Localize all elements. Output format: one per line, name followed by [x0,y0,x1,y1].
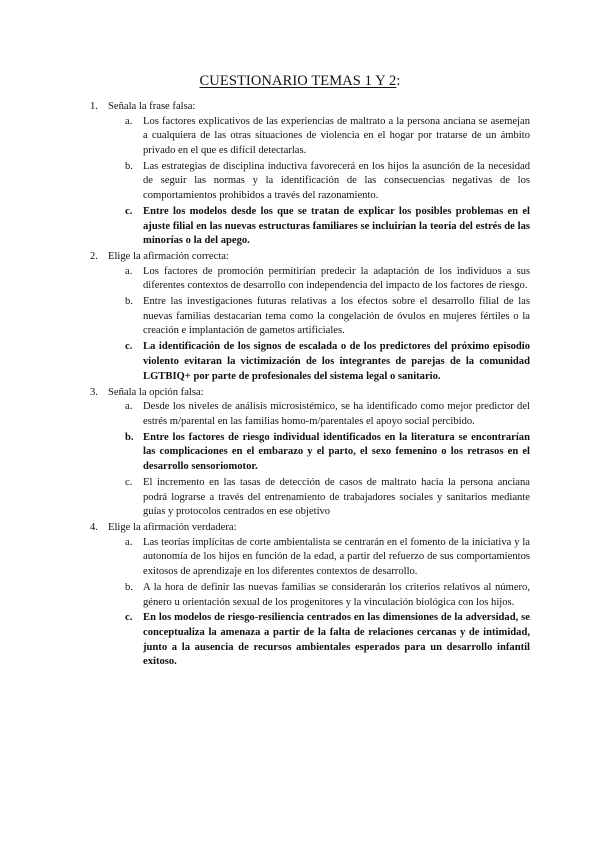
option-text: Los factores de promoción permitirían predecir la adaptación de los individuos a sus diferentes contextos de desarrollo con independencia del impacto de los factores de riesgo. [143,265,530,292]
option-letter: b. [125,431,134,443]
option-text: Las teorías implícitas de corte ambientalista se centrarán en el fomento de la iniciativa y la autonomía de los hijos en función de la edad, a partir del refuerzo de sus comportamientos exitosos de aprendizaje en los diferentes contextos de desarrollo. [143,536,530,577]
option-letter: a. [125,115,133,127]
option-a [108,536,530,580]
option-a [108,115,530,159]
option-text: A la hora de definir las nuevas familias se considerarán los criterios relativos al número, género u orientación sexual de los progenitores y la vinculación biológica con los hijos. [143,581,530,608]
option-a [108,400,530,429]
question-1 [90,100,530,249]
title-text: CUESTIONARIO TEMAS 1 Y 2 [199,73,397,89]
option-letter: a. [125,536,133,548]
option-text: Entre las investigaciones futuras relativas a los efectos sobre el desarrollo filial de las nuevas familias destacarían tema como la congelación de óvulos en mujeres fértiles o la creación e implantación de gametos artificiales. [143,296,530,337]
option-list [108,536,530,670]
option-list [108,400,530,520]
option-text: El incremento en las tasas de detección de casos de maltrato hacia la persona anciana podrá lograrse a través del entrenamiento de trabajadores sociales y sanitarios mediante guías y protocolos centrados en ese objetivo [143,476,530,518]
title-colon: : [396,73,401,89]
question-text: Señala la opción falsa: [108,386,204,398]
option-text: Los factores explicativos de las experiencias de maltrato a la persona anciana se asemejan a cualquiera de las otras situaciones de violencia en el hogar por tratarse de un ámbito privado en el que es difícil detectarlas. [143,115,530,156]
option-text: Entre los modelos desde los que se tratan de explicar los posibles problemas en el ajuste filial en las nuevas estructuras familiares se incluirían la teoría del estrés de las minorías o la del apego. [143,205,530,247]
option-list [108,115,530,249]
option-text: Entre los factores de riesgo individual identificados en la literatura se encontrarían las complicaciones en el embarazo y el parto, el sexo femenino o los retrasos en el desarrollo sensoriomotor. [143,431,530,472]
option-a [108,265,530,294]
option-text: Las estrategias de disciplina inductiva favorecerá en los hijos la asunción de la necesidad de seguir las normas y la identificación de las consecuencias negativas de los comportamientos prohibidos a través del razonamiento. [143,160,530,201]
questionnaire [90,100,530,671]
option-letter: c. [125,205,133,217]
option-letter: c. [125,476,133,488]
option-c [108,340,530,384]
option-text: Desde los niveles de análisis microsistémico, se ha identificado como mejor predictor del estrés m/parental en las familias homo-m/parentales el apoyo social percibido. [143,401,530,427]
option-list [108,265,530,385]
question-text: Elige la afirmación correcta: [108,251,229,263]
question-number: 1. [90,101,98,112]
option-letter: b. [125,581,133,593]
document-title [0,72,600,90]
option-b [108,581,530,610]
option-text: En los modelos de riesgo-resiliencia centrados en las dimensiones de la adversidad, se conceptualiza la amenaza a partir de la falta de relaciones cercanas y de intimidad, junto a la ausencia de recursos ambientales esperados para un desarrollo infantil exitoso. [143,612,530,668]
question-number: 2. [90,251,98,263]
option-letter: a. [125,401,133,413]
option-letter: c. [125,341,133,353]
question-text: Elige la afirmación verdadera: [108,522,237,534]
question-4 [90,521,530,670]
option-letter: c. [125,612,133,624]
question-number: 3. [90,386,98,398]
option-text: La identificación de los signos de escalada o de los predictores del próximo episodio violento evitaran la victimización de los integrantes de parejas de la comunidad LGTBIQ+ por parte de profesionales del sistema legal o sanitario. [143,341,530,382]
question-2 [90,250,530,384]
question-3 [90,386,530,520]
option-c [108,205,530,249]
option-b [108,431,530,475]
option-c [108,476,530,520]
option-letter: b. [125,296,133,308]
option-b [108,295,530,339]
question-text: Señala la frase falsa: [108,101,196,112]
option-letter: a. [125,265,133,277]
question-number: 4. [90,522,98,534]
option-b [108,160,530,204]
option-letter: b. [125,160,133,172]
option-c [108,611,530,669]
